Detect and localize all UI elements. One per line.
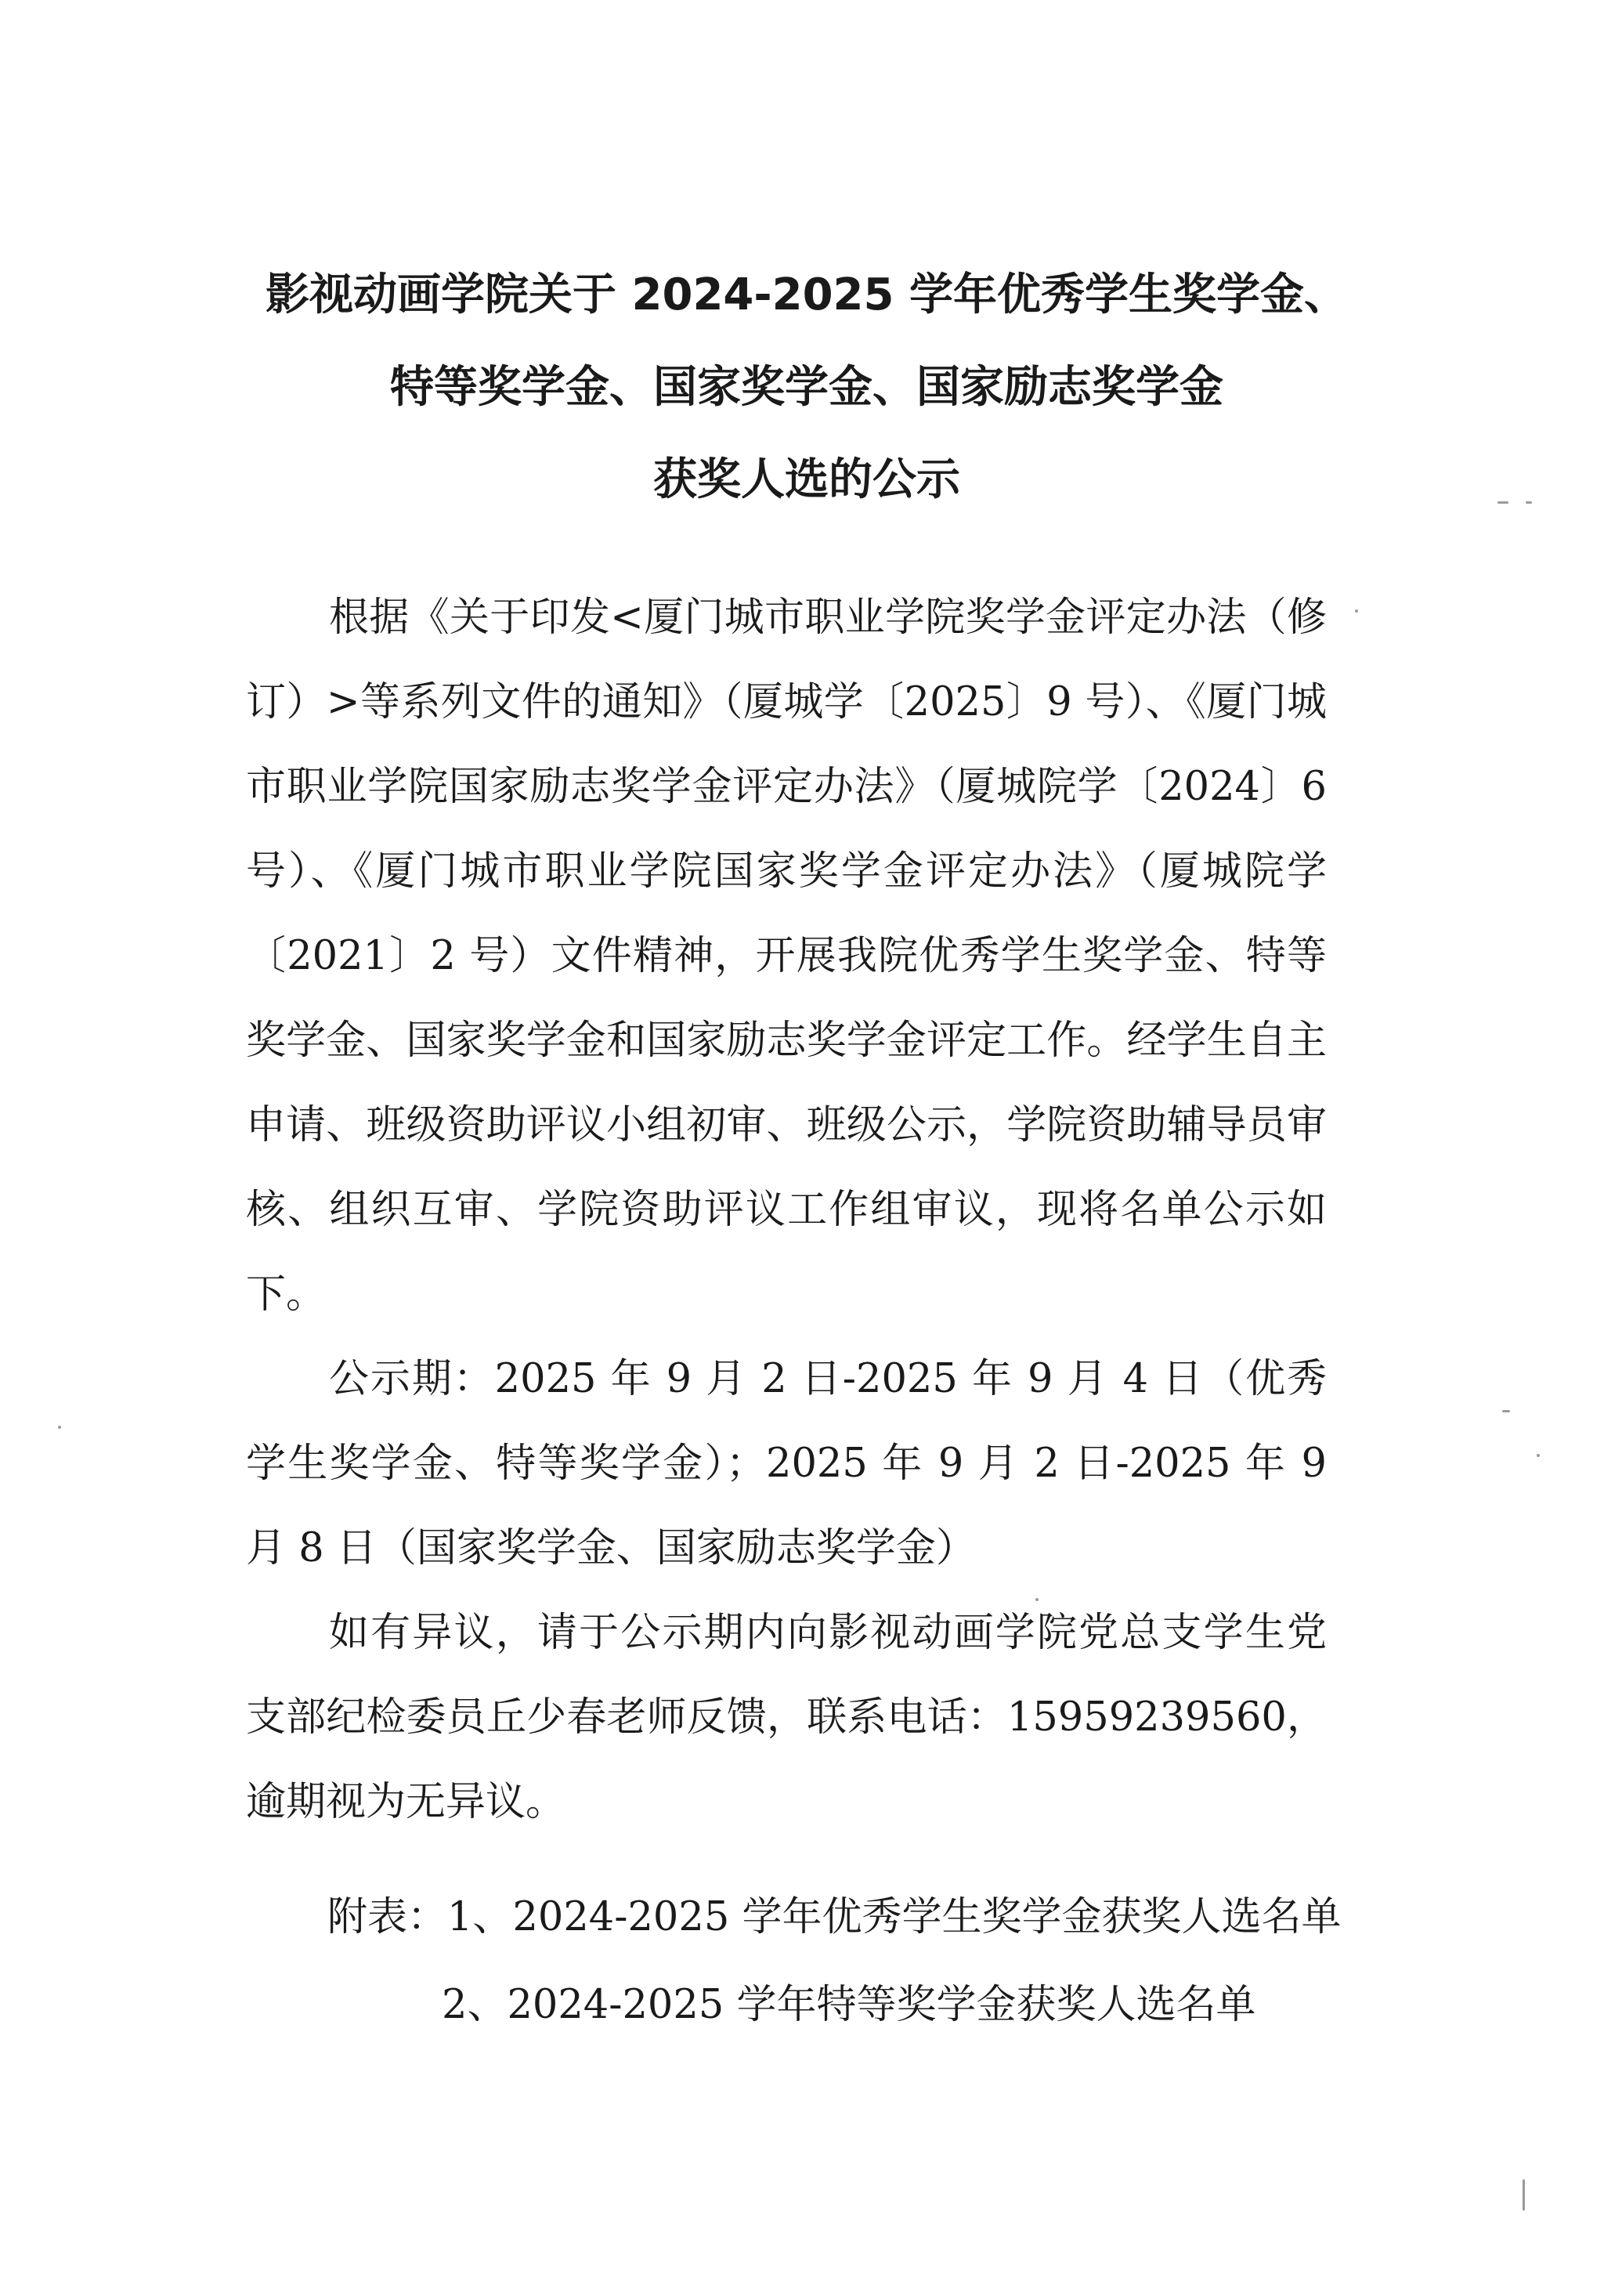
document-title — [204, 249, 1410, 526]
title-line-3: 获奖人选的公示 — [653, 454, 960, 505]
body-paragraph-period: 公示期：2025 年 9 月 2 日-2025 年 9 月 4 日（优秀学生奖学金、特等奖学金）；2025 年 9 月 2 日-2025 年 9 月 8 日（国家奖学金、国家励志奖学金） — [246, 1356, 1327, 1571]
scan-speck — [1497, 501, 1508, 504]
annex-list — [327, 1874, 1377, 2049]
title-line-1: 影视动画学院关于 2024-2025 学年优秀学生奖学金、 — [266, 269, 1348, 320]
title-line-2: 特等奖学金、国家奖学金、国家励志奖学金 — [390, 362, 1223, 413]
body-paragraph-objection: 如有异议，请于公示期内向影视动画学院党总支学生党支部纪检委员丘少春老师反馈，联系电话：15959239560，逾期视为无异议。 — [246, 1610, 1327, 1825]
scan-speck — [1502, 1410, 1510, 1412]
scan-speck — [1537, 1454, 1540, 1457]
document-body — [246, 576, 1327, 1845]
scan-speck — [1355, 609, 1358, 613]
annex-item-2: 2、2024-2025 学年特等奖学金获奖人选名单 — [442, 1982, 1256, 2028]
scan-speck — [1523, 2179, 1525, 2211]
scan-speck — [1035, 1598, 1039, 1601]
annex-item-1: 附表：1、2024-2025 学年优秀学生奖学金获奖人选名单 — [327, 1894, 1342, 1940]
body-paragraph-basis: 根据《关于印发<厦门城市职业学院奖学金评定办法（修订）>等系列文件的通知》（厦城学〔2025〕9 号）、《厦门城市职业学院国家励志奖学金评定办法》（厦城院学〔2024〕6 号）、《厦门城市职业学院国家奖学金评定办法》（厦城院学〔2021〕2 号）文件精神，开展我院优秀学生奖学金、特等奖学金、国家奖学金和国家励志奖学金评定工作。经学生自主申请、班级资助评议小组初审、班级公示，学院资助辅导员审核、组织互审、学院资助评议工作组审议，现将名单公示如下。 — [246, 595, 1327, 1318]
scan-speck — [58, 1426, 61, 1429]
scan-speck — [1526, 501, 1532, 504]
